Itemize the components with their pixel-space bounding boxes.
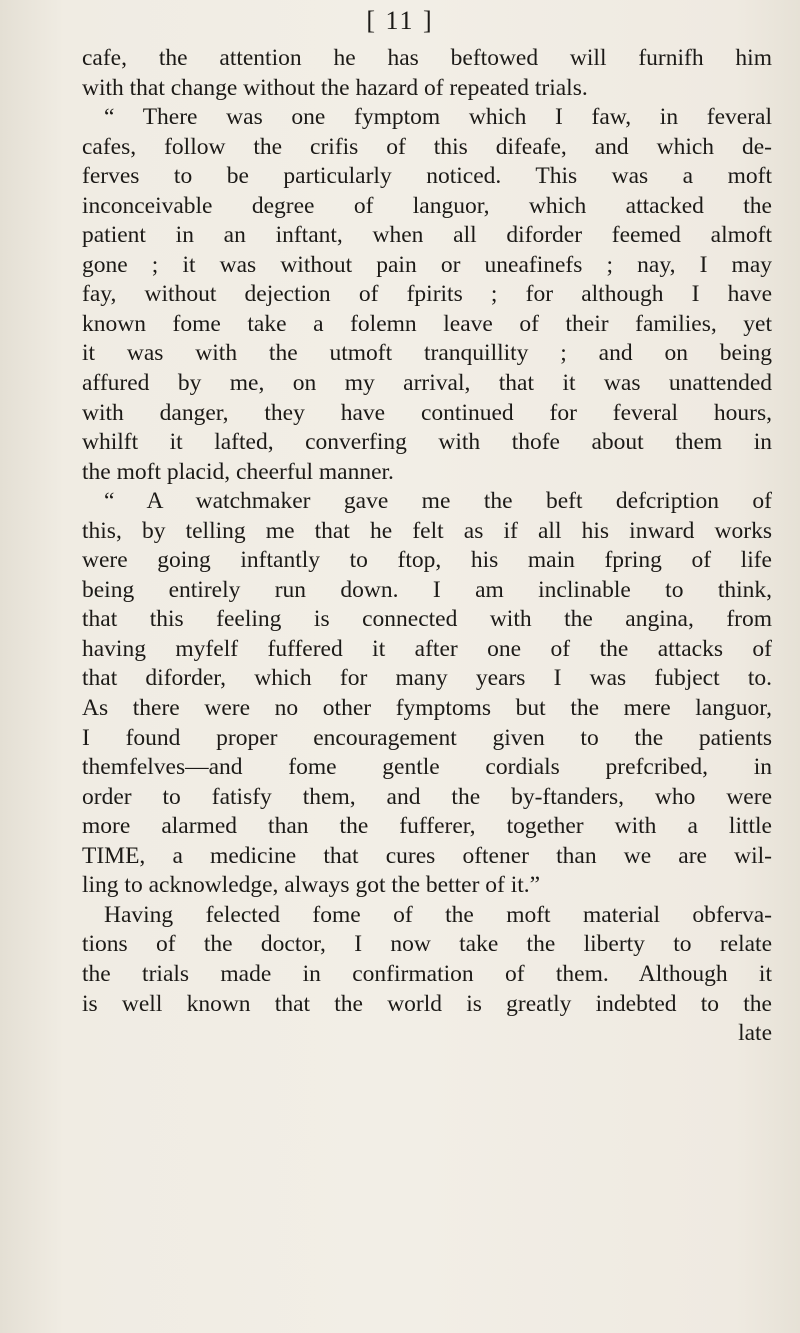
text-line: is well known that the world is greatly indebted to the bbox=[82, 990, 772, 1017]
text-line: Having felected fome of the moft material obferva- bbox=[104, 901, 772, 928]
text-line: themfelves—and fome gentle cordials prefcribed, in bbox=[82, 754, 772, 781]
text-line: having myfelf fuffered it after one of the attacks of bbox=[82, 635, 772, 662]
text-line: ling to acknowledge, always got the better of it.” bbox=[82, 872, 541, 899]
text-line: more alarmed than the fufferer, together with a little bbox=[82, 813, 772, 840]
text-line: cafes, follow the crifis of this difeafe, and which de- bbox=[82, 133, 772, 160]
text-line: with danger, they have continued for feveral hours, bbox=[82, 399, 772, 426]
text-line: with that change without the hazard of repeated trials. bbox=[82, 74, 588, 101]
text-line: fay, without dejection of fpirits ; for although I have bbox=[82, 281, 772, 308]
text-line: ferves to be particularly noticed. This was a moft bbox=[82, 163, 772, 190]
catchword: late bbox=[738, 1020, 772, 1047]
text-line: cafe, the attention he has beftowed will furnifh him bbox=[82, 45, 772, 71]
text-line: the moft placid, cheerful manner. bbox=[82, 458, 394, 485]
text-line: “ A watchmaker gave me the beft defcription of bbox=[104, 488, 772, 515]
text-line: that this feeling is connected with the angina, from bbox=[82, 606, 772, 633]
text-line: affured by me, on my arrival, that it was unattended bbox=[82, 370, 772, 397]
text-line: known fome take a folemn leave of their families, yet bbox=[82, 310, 772, 337]
text-line: the trials made in confirmation of them. Although it bbox=[82, 960, 772, 987]
text-line: TIME, a medicine that cures oftener than we are wil- bbox=[82, 842, 772, 869]
text-line: order to fatisfy them, and the by-ftanders, who were bbox=[82, 783, 772, 810]
text-line: whilft it lafted, converfing with thofe about them in bbox=[82, 429, 772, 456]
text-line: were going inftantly to ftop, his main fpring of life bbox=[82, 547, 772, 574]
page-number-header: [ 11 ] bbox=[366, 6, 434, 35]
text-line: I found proper encouragement given to the patients bbox=[82, 724, 772, 751]
body-text bbox=[82, 44, 772, 1049]
text-line: patient in an inftant, when all diforder feemed almoft bbox=[82, 222, 772, 249]
text-line: gone ; it was without pain or uneafinefs ; nay, I may bbox=[82, 251, 772, 278]
text-line: tions of the doctor, I now take the liberty to relate bbox=[82, 931, 772, 958]
text-line: that diforder, which for many years I was fubject to. bbox=[82, 665, 772, 692]
text-line: inconceivable degree of languor, which attacked the bbox=[82, 192, 772, 219]
text-line: As there were no other fymptoms but the mere languor, bbox=[82, 695, 772, 722]
text-line: it was with the utmoft tranquillity ; and on being bbox=[82, 340, 772, 367]
text-line: being entirely run down. I am inclinable to think, bbox=[82, 576, 772, 603]
text-line: this, by telling me that he felt as if all his inward works bbox=[82, 517, 772, 544]
text-line: “ There was one fymptom which I faw, in feveral bbox=[104, 104, 772, 131]
